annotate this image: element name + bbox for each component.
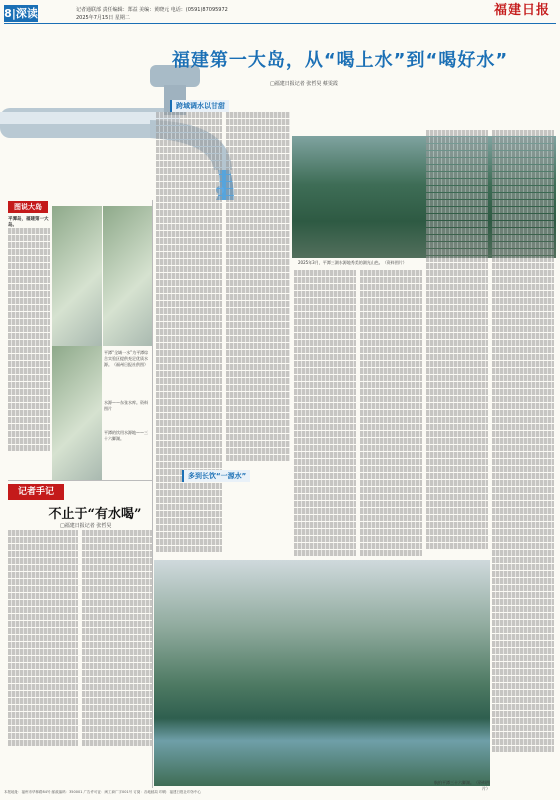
article-column-5 [426, 130, 488, 560]
note-column-1 [8, 530, 78, 782]
caption-bottom-photo: 航拍平潭三十六脚湖。（资料图片） [434, 780, 490, 791]
sidebar-text [8, 216, 50, 478]
note-label: 记者手记 [8, 484, 64, 500]
note-column-2 [82, 530, 152, 782]
page-footer: 本报地址：福州市华林路84号 邮政编码：350001 广告许可证：闽工商广字001号 订阅：各地邮局 印刷：福建日报社印务中心 [4, 790, 201, 794]
note-top-rule [8, 480, 152, 481]
note-title: 不止于“有水喝” [48, 507, 142, 522]
sidebar-text-head: 平潭岛，福建第一大岛。 [8, 217, 49, 228]
article-column-3 [294, 270, 356, 560]
section-heading-2: 多到长饮“一源水” [182, 470, 250, 482]
page-number: 8 [4, 7, 12, 20]
section-name: 深读 [15, 7, 38, 20]
newspaper-logo: 福建日报 [493, 3, 550, 18]
photo-left-2 [103, 206, 153, 346]
article-column-2 [226, 112, 290, 552]
sidebar-label: 图说大岛 [8, 201, 48, 213]
article-title: 福建第一大岛，从“喝上水”到“喝好水” [171, 50, 509, 71]
photo-left-1 [52, 206, 102, 346]
caption-left-3: 平潭的饮用水源地——三十六脚湖。 [104, 430, 148, 441]
editor-line: 记者通联部 责任编辑：郑益 美编：黄晓元 电话：(0591)87095972 [76, 7, 228, 13]
header-rule [4, 23, 556, 24]
page-section-badge: 8|深读 [4, 7, 38, 20]
note-byline: □福建日报记者 张哲昊 [60, 523, 112, 529]
article-column-4 [360, 270, 422, 560]
caption-right-photo: 2025年3月，平潭三湖水源地秀美的湖光山色。（资料图片） [298, 260, 407, 265]
caption-left-2: 水源——东张水库。资料图片 [104, 400, 148, 411]
article-byline: □福建日报记者 张哲昊 蔡雯霞 [270, 81, 338, 87]
column-divider [152, 200, 153, 788]
photo-lake-aerial [154, 560, 490, 786]
article-column-1 [156, 112, 222, 552]
section-heading-1: 跨域调水以甘甜 [170, 100, 229, 112]
article-column-6 [492, 130, 554, 780]
caption-left-1: 平潭“全域一水”为平潭综合实验区提供充足优质水源。（福州日报社供图） [104, 350, 149, 367]
photo-left-3 [52, 346, 102, 480]
date-line: 2025年7月15日 星期二 [76, 15, 130, 21]
